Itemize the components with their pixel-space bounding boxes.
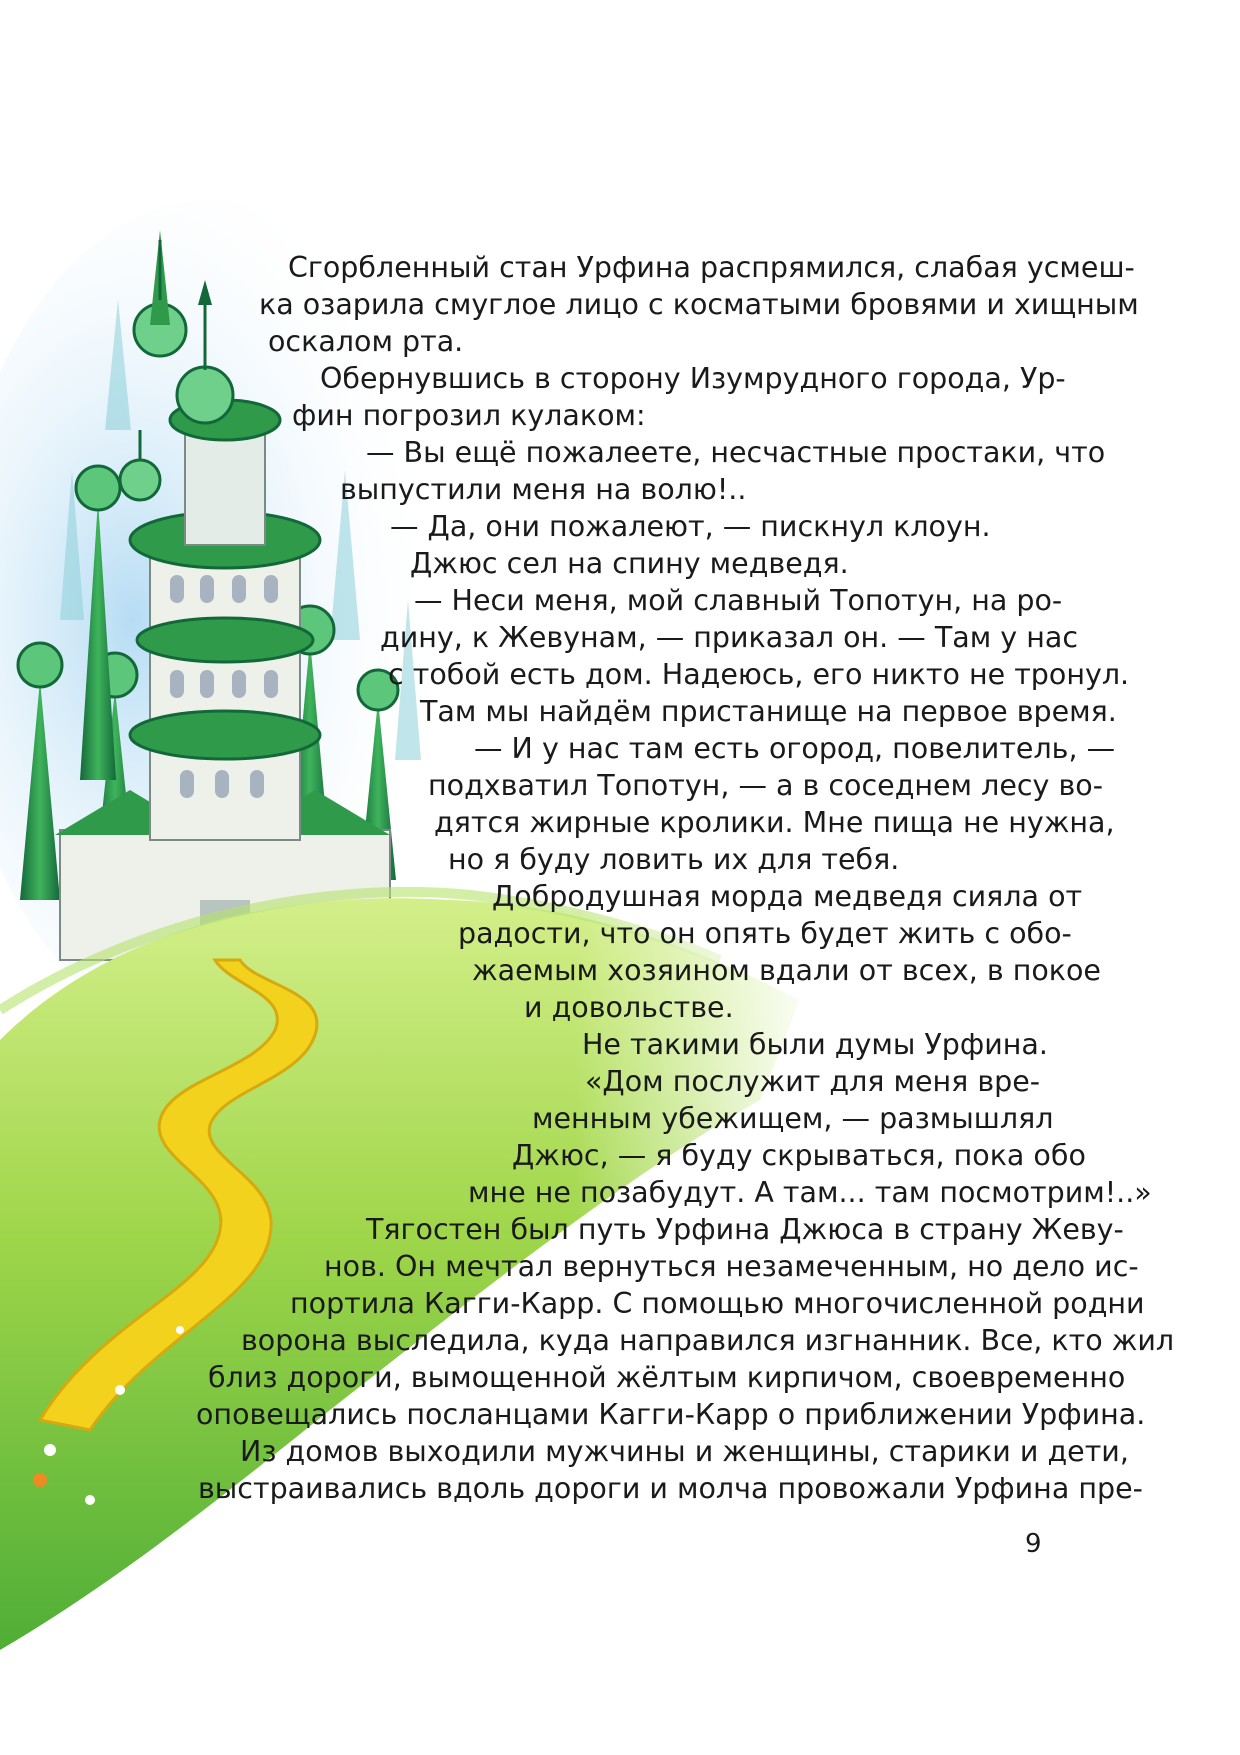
text-line: Джюс сел на спину медведя. xyxy=(410,547,849,580)
text-line: жаемым хозяином вдали от всех, в покое xyxy=(472,954,1101,987)
text-line: Не такими были думы Урфина. xyxy=(582,1028,1048,1061)
text-line: Джюс, — я буду скрываться, пока обо xyxy=(512,1139,1086,1172)
text-line: выпустили меня на волю!.. xyxy=(340,473,747,506)
text-line: оповещались посланцами Кагги-Карр о приближении Урфина. xyxy=(196,1398,1146,1431)
text-line: Из домов выходили мужчины и женщины, старики и дети, xyxy=(240,1435,1129,1468)
text-line: — Неси меня, мой славный Топотун, на ро- xyxy=(414,584,1063,617)
text-line: портила Кагги-Карр. С помощью многочисленной родни xyxy=(290,1287,1145,1320)
text-line: но я буду ловить их для тебя. xyxy=(448,843,900,876)
text-line: оскалом рта. xyxy=(268,325,464,358)
text-line: — Да, они пожалеют, — пискнул клоун. xyxy=(390,510,991,543)
text-line: мне не позабудут. А там... там посмотрим!..» xyxy=(468,1176,1152,1209)
text-line: Добродушная морда медведя сияла от xyxy=(492,880,1083,913)
text-line: фин погрозил кулаком: xyxy=(292,399,646,432)
text-line: дятся жирные кролики. Мне пища не нужна, xyxy=(434,806,1115,839)
text-line: — И у нас там есть огород, повелитель, — xyxy=(474,732,1116,765)
text-line: — Вы ещё пожалеете, несчастные простаки, что xyxy=(366,436,1106,469)
text-line: и довольстве. xyxy=(524,991,734,1024)
text-line: с тобой есть дом. Надеюсь, его никто не тронул. xyxy=(388,658,1130,691)
text-line: дину, к Жевунам, — приказал он. — Там у нас xyxy=(380,621,1078,654)
text-line: ка озарила смуглое лицо с косматыми бровями и хищным xyxy=(259,288,1139,321)
text-line: Обернувшись в сторону Изумрудного города, Ур- xyxy=(320,362,1066,395)
text-line: ворона выследила, куда направился изгнанник. Все, кто жил xyxy=(241,1324,1175,1357)
page-number: 9 xyxy=(1025,1529,1042,1559)
text-line: близ дороги, вымощенной жёлтым кирпичом, своевременно xyxy=(208,1361,1126,1394)
text-line: выстраивались вдоль дороги и молча провожали Урфина пре- xyxy=(198,1472,1143,1505)
text-line: менным убежищем, — размышлял xyxy=(532,1102,1054,1135)
text-line: радости, что он опять будет жить с обо- xyxy=(458,917,1072,950)
text-line: нов. Он мечтал вернуться незамеченным, но дело ис- xyxy=(324,1250,1139,1283)
text-line: Сгорбленный стан Урфина распрямился, слабая усмеш- xyxy=(288,251,1135,284)
text-line: подхватил Топотун, — а в соседнем лесу во- xyxy=(428,769,1103,802)
text-line: Тягостен был путь Урфина Джюса в страну Жеву- xyxy=(366,1213,1124,1246)
text-line: Там мы найдём пристанище на первое время. xyxy=(420,695,1117,728)
text-line: «Дом послужит для меня вре- xyxy=(585,1065,1041,1098)
